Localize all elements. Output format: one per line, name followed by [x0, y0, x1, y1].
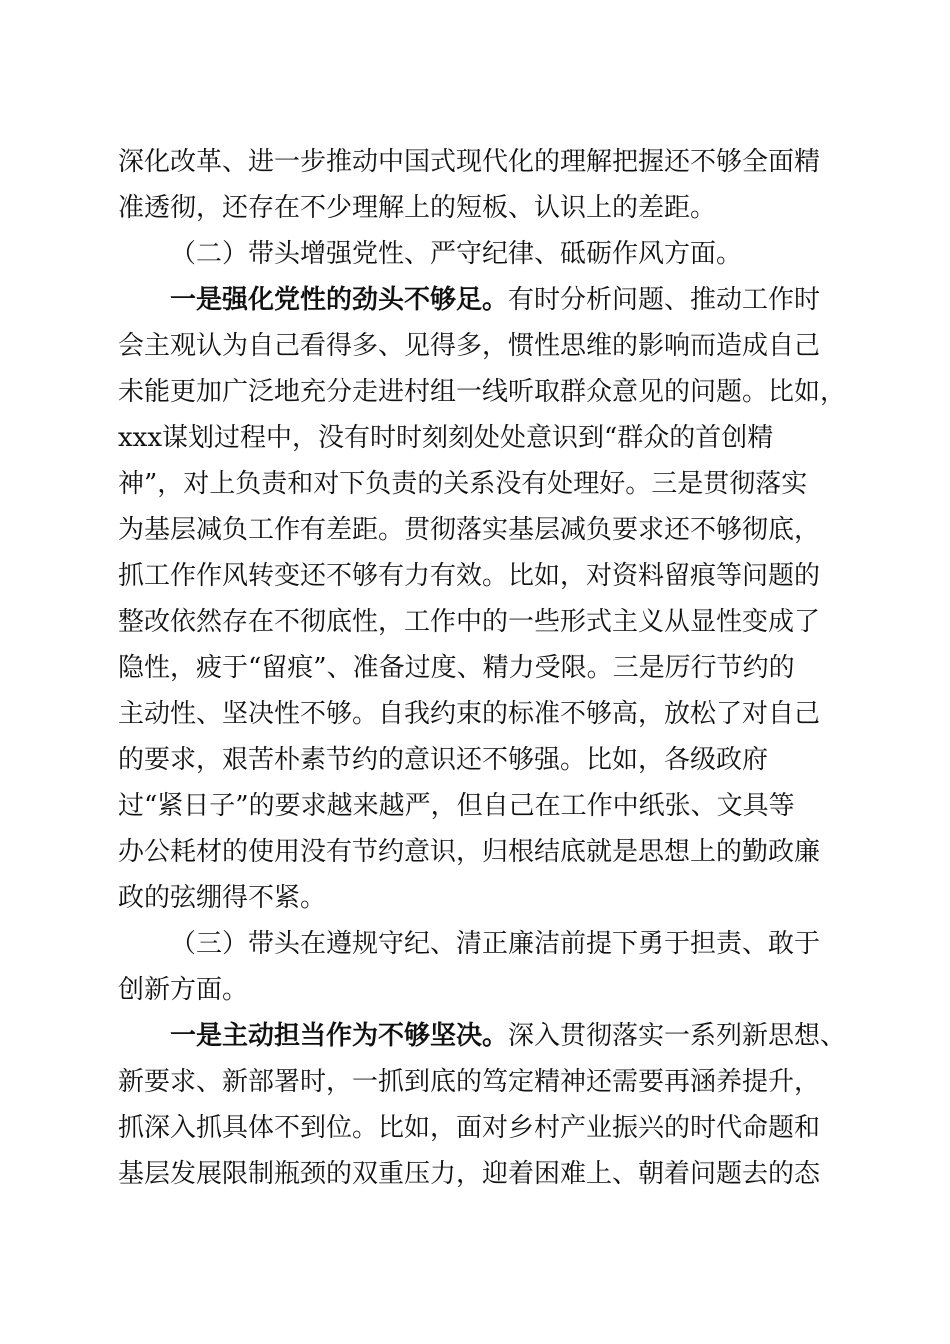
body-text-line: 为基层减负工作有差距。贯彻落实基层减负要求还不够彻底， — [118, 515, 821, 545]
body-text-line: 政的弦绷得不紧。 — [118, 883, 327, 913]
body-text-line: 的要求，艰苦朴素节约的意识还不够强。比如，各级政府 — [118, 745, 769, 775]
body-text-line: 整改依然存在不彻底性，工作中的一些形式主义从显性变成了 — [118, 607, 821, 637]
body-text-line: xxx谋划过程中，没有时时刻刻处处意识到“群众的首创精 — [118, 423, 774, 453]
body-text-line — [170, 1021, 846, 1051]
body-text-line: 新要求、新部署时，一抓到底的笃定精神还需要再涵养提升， — [118, 1067, 821, 1097]
section-heading-continued: 创新方面。 — [118, 975, 249, 1005]
item-text: 深入贯彻落实一系列新思想、 — [508, 1021, 847, 1051]
body-text-line: 办公耗材的使用没有节约意识，归根结底就是思想上的勤政廉 — [118, 837, 821, 867]
item-lead: 一是主动担当作为不够坚决。 — [170, 1021, 509, 1051]
body-text-line: 未能更加广泛地充分走进村组一线听取群众意见的问题。比如， — [118, 377, 847, 407]
body-text-line: 抓深入抓具体不到位。比如，面对乡村产业振兴的时代命题和 — [118, 1113, 821, 1143]
item-text: 有时分析问题、推动工作时 — [508, 285, 821, 315]
body-text-line — [170, 285, 820, 315]
body-text-line: 隐性，疲于“留痕”、准备过度、精力受限。三是厉行节约的 — [118, 653, 795, 683]
body-text-line: 神”，对上负责和对下负责的关系没有处理好。三是贯彻落实 — [118, 469, 808, 499]
body-text-line: 会主观认为自己看得多、见得多，惯性思维的影响而造成自己 — [118, 331, 821, 361]
body-text-line: 抓工作作风转变还不够有力有效。比如，对资料留痕等问题的 — [118, 561, 821, 591]
body-text-line: 过“紧日子”的要求越来越严，但自己在工作中纸张、文具等 — [118, 791, 795, 821]
item-lead: 一是强化党性的劲头不够足。 — [170, 285, 509, 315]
section-heading: （二）带头增强党性、严守纪律、砥砺作风方面。 — [170, 239, 743, 269]
body-text-line: 深化改革、进一步推动中国式现代化的理解把握还不够全面精 — [118, 147, 821, 177]
body-text-line: 主动性、坚决性不够。自我约束的标准不够高，放松了对自己 — [118, 699, 821, 729]
section-heading: （三）带头在遵规守纪、清正廉洁前提下勇于担责、敢于 — [170, 929, 821, 959]
body-text-line: 基层发展限制瓶颈的双重压力，迎着困难上、朝着问题去的态 — [118, 1159, 821, 1189]
body-text-line: 准透彻，还存在不少理解上的短板、认识上的差距。 — [118, 193, 717, 223]
